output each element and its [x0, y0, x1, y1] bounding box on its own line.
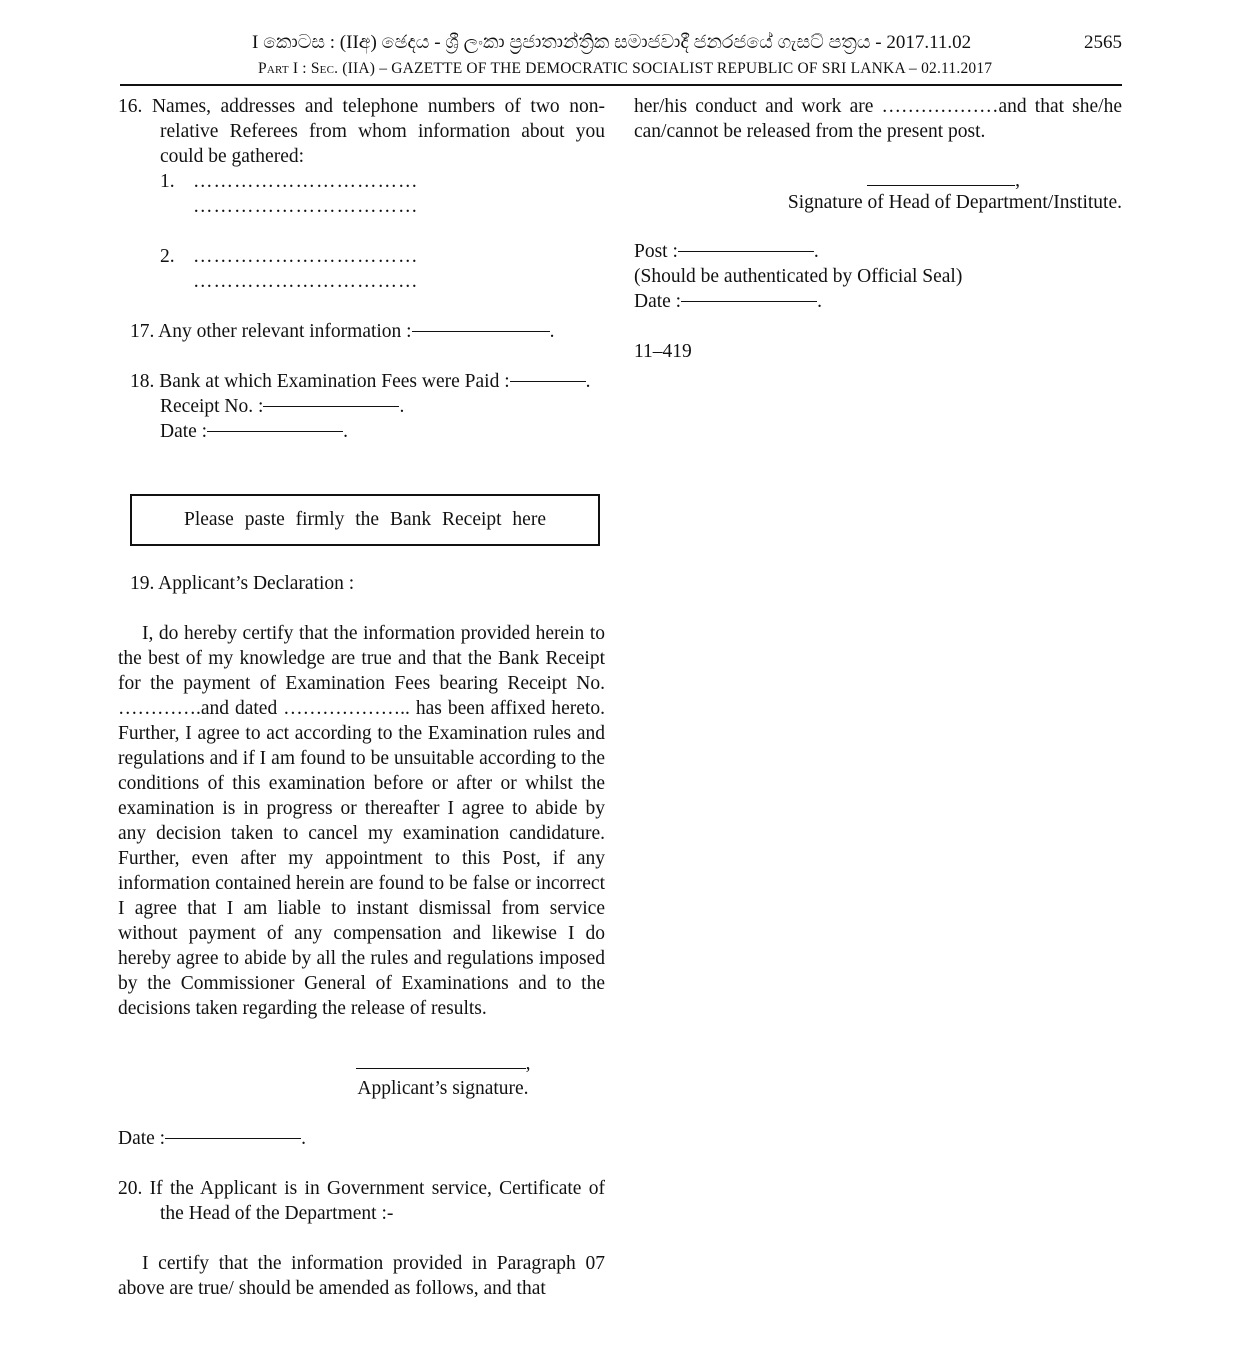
applicant-signature-blank[interactable] — [356, 1056, 526, 1069]
seal-note: (Should be authenticated by Official Seal) — [634, 266, 963, 287]
post-label: Post : — [634, 241, 678, 262]
item-16: 16. Names, addresses and telephone numbers of two non-relative Referees from whom information about you could be gathered: — [118, 96, 605, 167]
date2-label: Date : — [118, 1128, 166, 1149]
right-date-blank[interactable] — [681, 301, 817, 302]
applicant-signature-line: , — [268, 1051, 618, 1076]
referee-2-line-b — [160, 269, 605, 294]
header-sinhala: I කොටස : (IIඅ) ඡෙදය - ශ්‍රී ලංකා ප්‍රජාතාන්ත්‍රික සමාජවාදී ජනරජයේ ගැසට් පත්‍රය - 2017.11.02 — [252, 32, 972, 53]
item-17: 17. Any other relevant information : . — [130, 321, 555, 342]
item-17-blank[interactable] — [412, 331, 550, 332]
receipt-label: Receipt No. : — [160, 396, 264, 417]
referee-1-line-b — [160, 194, 605, 219]
referee-2-number: 2. — [160, 246, 175, 267]
applicant-signature: Applicant’s signature. — [357, 1078, 529, 1099]
item-17-label: 17. Any other relevant information : — [130, 321, 412, 342]
header-sec-rest: (IIA) – GAZETTE OF THE DEMOCRATIC SOCIALIST REPUBLIC OF SRI LANKA – 02.11.2017 — [338, 60, 993, 77]
date-label: Date : — [160, 421, 208, 442]
post-blank[interactable] — [678, 251, 814, 252]
receipt-blank[interactable] — [263, 406, 399, 407]
right-date-label: Date : — [634, 291, 682, 312]
referee-1-dots-a: …………………………… — [193, 171, 419, 192]
referee-2-dots-a: …………………………… — [193, 246, 419, 267]
right-column — [634, 94, 1122, 364]
date2-row: Date : . — [118, 1128, 306, 1149]
header-english — [258, 60, 992, 78]
date2-blank[interactable] — [165, 1138, 301, 1139]
item-18-label: 18. Bank at which Examination Fees were Paid : — [130, 371, 510, 392]
certify-text: I certify that the information provided in Paragraph 07 above are true/ should be amended as follows, and that — [118, 1253, 605, 1299]
referee-1-dots-b: …………………………… — [193, 196, 419, 217]
head-signature: Signature of Head of Department/Institute. — [787, 192, 1122, 213]
head-signature-line: , — [634, 168, 1122, 190]
bank-blank[interactable] — [510, 381, 586, 382]
page-number: 2565 — [1084, 32, 1122, 53]
header-sec: Sec. — [310, 60, 339, 77]
item-19: 19. Applicant’s Declaration : — [130, 573, 355, 594]
item-18: 18. Bank at which Examination Fees were Paid : . — [130, 371, 591, 392]
referee-2-line-a — [160, 244, 605, 269]
date-row: Date : . — [160, 421, 348, 442]
item-20: 20. If the Applicant is in Government service, Certificate of the Head of the Department :- — [118, 1178, 605, 1224]
receipt-row: Receipt No. : . — [160, 396, 405, 417]
left-column — [118, 94, 605, 1301]
declaration-text: I, do hereby certify that the information provided herein to the best of my knowledge are true and that the Bank Receipt for the payment of Examination Fees bearing Receipt No. ………….and dated ……………….. has been affixed hereto. Further, I agree to act according to the Examination rules and regulations and if I am found to be unsuitable according to the conditions of this examination before or after or whilst the examination is in progress or thereafter I agree to abide by any decision taken to cancel my examination candidature. Further, even after my appointment to this Post, if any information contained herein are found to be false or incorrect I agree that I am liable to instant dismissal from service without payment of any compensation and likewise I do hereby agree to abide by all the rules and regulations imposed by the Commissioner General of Examinations and to the decisions taken regarding the release of results. — [118, 623, 605, 1019]
header-part-rest: I : — [288, 60, 311, 77]
right-date-row: Date : . — [634, 291, 822, 312]
header-rule — [120, 84, 1122, 86]
bank-receipt-box: Please paste firmly the Bank Receipt here — [130, 494, 600, 546]
post-row: Post : . — [634, 241, 819, 262]
referee-2-dots-b: …………………………… — [193, 271, 419, 292]
header-part: Part — [258, 60, 289, 77]
referee-1-line-a — [160, 169, 605, 194]
head-signature-blank[interactable] — [867, 173, 1015, 186]
referee-1-number: 1. — [160, 171, 175, 192]
date-blank[interactable] — [207, 431, 343, 432]
reference-code: 11–419 — [634, 341, 692, 362]
continued-text: her/his conduct and work are ………………and that she/he can/cannot be released from the present post. — [634, 96, 1122, 142]
